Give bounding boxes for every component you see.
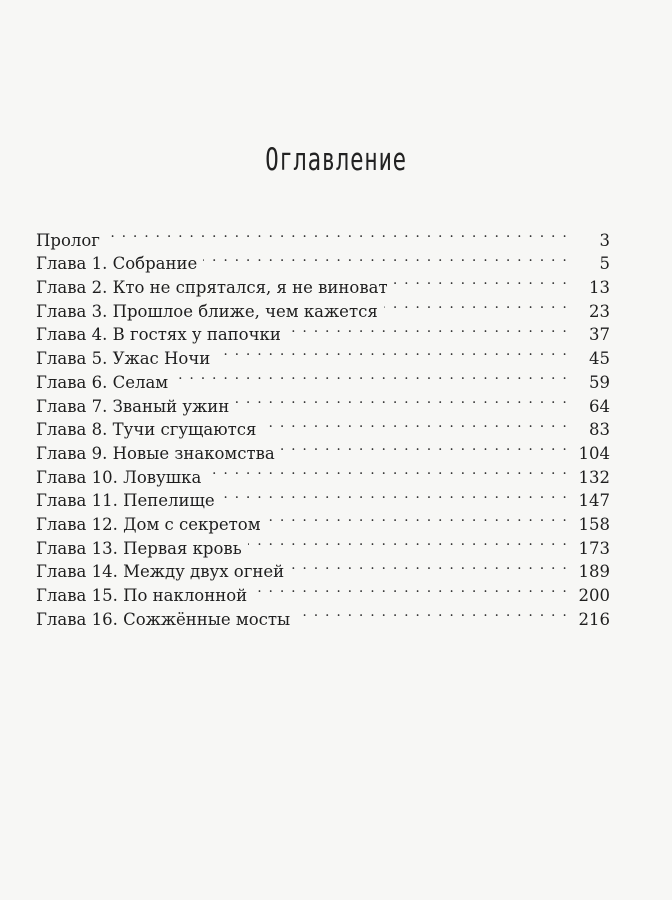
dot-leader: [287, 317, 568, 341]
toc-entry-title: Глава 9. Новые знакомства: [36, 443, 275, 463]
toc-entry-page-number: 147: [578, 491, 610, 511]
toc-entry-page-number: 104: [578, 443, 610, 463]
dot-leader: [253, 577, 568, 601]
toc-entry-title: Глава 2. Кто не спрятался, я не виноват: [36, 278, 388, 298]
toc-entry-page-number: 132: [578, 467, 610, 487]
toc-entry-page-number: 5: [599, 254, 610, 274]
toc-entry-title: Глава 12. Дом с секретом: [36, 514, 261, 534]
toc-entry-page-number: 158: [578, 514, 610, 534]
toc-entry-page-number: 200: [578, 586, 610, 605]
dot-leader: [248, 530, 568, 554]
dot-leader: [106, 222, 568, 246]
dot-leader: [221, 483, 568, 507]
table-of-contents: [36, 222, 610, 629]
toc-entry-page-number: 45: [589, 349, 610, 369]
toc-entry-title: Пролог: [36, 230, 100, 250]
toc-entry-title: Глава 5. Ужас Ночи: [36, 349, 211, 369]
toc-entry-page-number: 173: [578, 538, 610, 558]
dot-leader: [290, 554, 568, 578]
toc-entry-page-number: 189: [578, 562, 610, 582]
toc-entry-title: Глава 3. Прошлое ближе, чем кажется: [36, 301, 378, 321]
dot-leader: [281, 435, 568, 459]
toc-entry-title: Глава 4. В гостях у папочки: [36, 325, 281, 345]
page-title: Оглавление: [265, 142, 407, 178]
toc-entry-title: Глава 7. Званый ужин: [36, 396, 230, 416]
dot-leader: [174, 364, 568, 388]
toc-entry-title: Глава 16. Сожжённые мосты: [36, 609, 291, 629]
dot-leader: [384, 293, 568, 317]
toc-entry-page-number: 37: [589, 325, 610, 345]
toc-entry-title: Глава 11. Пепелище: [36, 491, 215, 511]
dot-leader: [203, 246, 568, 270]
dot-leader: [267, 506, 568, 530]
toc-entry: [36, 222, 610, 250]
toc-entry-title: Глава 15. По наклонной: [36, 586, 248, 605]
toc-entry-page-number: 13: [589, 278, 610, 298]
dot-leader: [235, 388, 568, 412]
toc-entry-page-number: 23: [589, 301, 610, 321]
toc-entry-page-number: 83: [589, 420, 610, 440]
toc-entry-title: Глава 14. Между двух огней: [36, 562, 285, 582]
dot-leader: [296, 601, 568, 625]
dot-leader: [216, 340, 568, 364]
toc-entry-title: Глава 8. Тучи сгущаются: [36, 420, 257, 440]
toc-entry-title: Глава 13. Первая кровь: [36, 538, 242, 558]
toc-entry: [36, 246, 610, 274]
dot-leader: [394, 269, 568, 293]
toc-entry-page-number: 64: [589, 396, 610, 416]
toc-entry-page-number: 216: [578, 609, 610, 629]
toc-entry-title: Глава 1. Собрание: [36, 254, 198, 274]
toc-entry-title: Глава 6. Селам: [36, 372, 169, 392]
toc-entry-title: Глава 10. Ловушка: [36, 467, 202, 487]
toc-entry-page-number: 59: [589, 372, 610, 392]
dot-leader: [207, 459, 568, 483]
dot-leader: [262, 412, 568, 436]
bleed-through-mark: [92, 726, 202, 752]
toc-entry-page-number: 3: [599, 230, 610, 250]
